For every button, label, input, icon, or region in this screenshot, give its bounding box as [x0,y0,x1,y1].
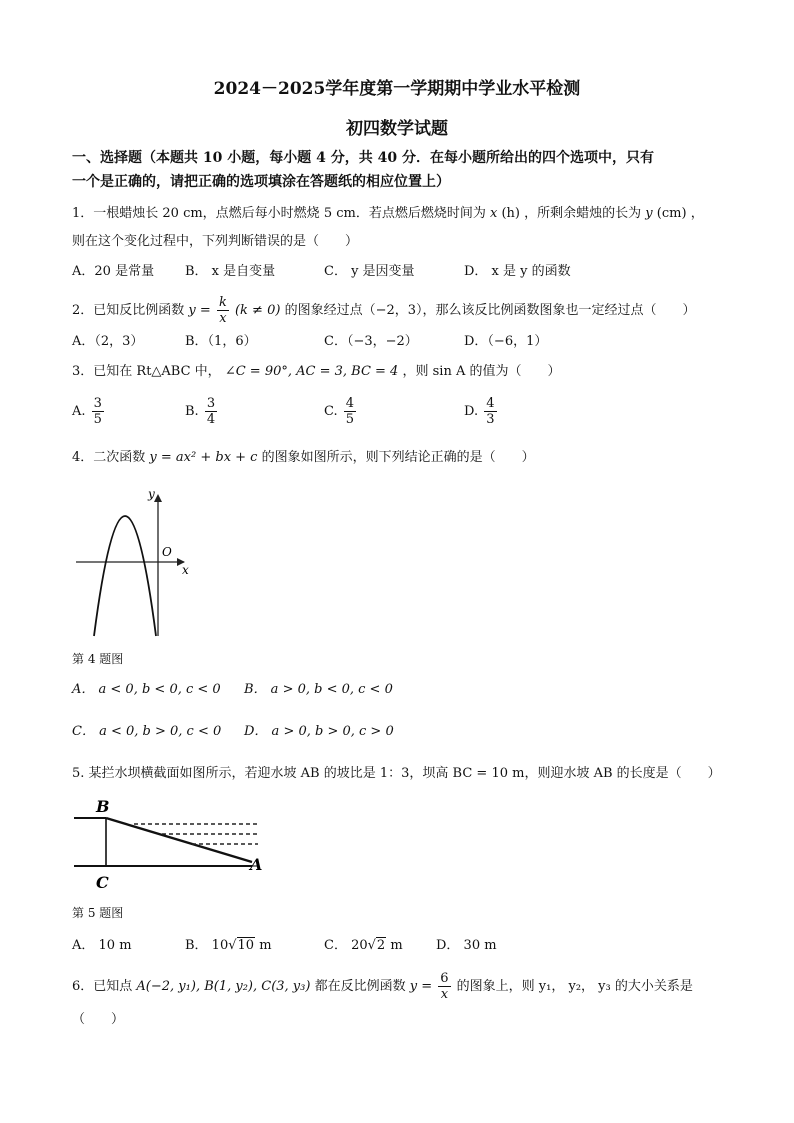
q5-text: 5. 某拦水坝横截面如图所示，若迎水坡 AB 的坡比是 1：3，坝高 BC = 10 m，则迎水坡 AB 的长度是（ ） [72,766,721,781]
q4-y-arrow-icon [154,494,162,502]
q3-text [72,362,560,382]
q2-frac-num: k [218,295,227,310]
q1-text-b: ，所剩余蜡烛的长为 [524,206,642,221]
q5-option-b-unit: m [255,938,272,953]
q4-option-c-text: C． a < 0, b > 0, c < 0 [72,724,222,739]
q3-option-c [324,396,358,427]
exam-title: 2024－2025学年度第一学期期中学业水平检测 [213,79,581,99]
q3-option-b-num: 3 [206,396,216,411]
q3-option-b-frac [205,396,217,427]
q1-option-a: A．20 是常量 [72,264,155,279]
q2-text-a: 2．已知反比例函数 [72,303,185,318]
q3-option-d-label: D. [464,404,479,419]
q4-origin-label: O [162,545,172,559]
q4-caption: 第 4 题图 [72,652,124,666]
q4-text-b: 的图象如图所示，则下列结论正确的是（ ） [261,450,535,465]
q6-frac-num: 6 [440,971,449,986]
q4-option-a-text: A． a < 0, b < 0, c < 0 [72,682,221,697]
q5-option-a: A． 10 m [72,938,132,953]
q5-label-c: C [96,873,109,892]
q6-text-a: 6．已知点 [72,979,133,994]
q3-option-c-den: 5 [345,412,355,427]
q4-text-a: 4．二次函数 [72,450,146,465]
q3-option-b-label: B. [185,404,199,419]
q1-var-y: y [645,206,653,221]
q3-option-b [185,396,219,427]
q5-option-c-radicand: 2 [376,938,386,953]
q4-option-a [72,680,221,700]
q4-option-b-text: B． a > 0, b < 0, c < 0 [244,682,393,697]
q2-option-a: A．（2，3） [72,334,144,349]
q2-option-c: C．（−3，−2） [324,334,418,349]
q5-option-b [185,936,272,956]
q3-option-a-frac [92,396,104,427]
q6-frac-den: x [440,987,449,1002]
q3-option-d-den: 3 [486,412,495,427]
q5-option-c [324,936,403,956]
q5-label-b: B [96,797,110,816]
q5-caption: 第 5 题图 [72,906,124,920]
q1-text [72,204,704,224]
q2-option-b: B．（1，6） [185,334,257,349]
section-heading-line1: 一、选择题（本题共 10 小题，每小题 4 分，共 40 分．在每小题所给出的四个选项中，只有 [72,150,654,166]
q4-text [72,448,535,468]
q3-option-d-frac [484,396,496,427]
q4-x-label: x [182,563,189,577]
q4-option-b [244,680,393,700]
q4-parabola-figure [72,486,196,638]
q5-option-b-radicand: 10 [237,938,255,953]
q1-option-b: B． x 是自变量 [185,264,276,279]
q5-dam-figure [72,796,272,896]
q1-option-c: C． y 是因变量 [324,264,415,279]
q1-text-a: 1．一根蜡烛长 20 cm，点燃后每小时燃烧 5 cm．若点燃后燃烧时间为 [72,206,486,221]
q4-parabola-curve [94,516,156,636]
q5-option-c-pre: C． 20 [324,938,368,953]
q2-frac-den: x [219,311,227,326]
q5-label-a: A [250,855,263,874]
q2-option-d: D．（−6，1） [464,334,548,349]
q4-option-d-text: D． a > 0, b > 0, c > 0 [244,724,394,739]
section-heading-line2: 一个是正确的，请把正确的选项填涂在答题纸的相应位置上） [72,174,450,190]
q5-option-b-sqrt-icon: √ [228,938,237,953]
q4-y-label: y [148,487,155,501]
q2-func-lhs: y = [188,303,211,318]
q3-option-c-label: C. [324,404,338,419]
q5-option-c-sqrt-icon: √ [367,938,376,953]
q3-condition: ∠C = 90°, AC = 3, BC = 4 [224,364,399,379]
q2-text [72,292,696,330]
q4-option-c [72,722,221,742]
q2-condition: (k ≠ 0) [234,303,281,318]
q4-function: y = ax² + bx + c [149,450,258,465]
q3-option-a-num: 3 [93,396,102,411]
q6-func-lhs: y = [409,979,433,994]
q6-text-b: 都在反比例函数 [314,979,406,994]
q3-option-d [464,396,499,427]
q6-text-c: 的图象上，则 y₁， y₂， y₃ 的大小关系是 [456,979,693,994]
q1-text-c: ， [690,206,704,221]
q5-option-d: D． 30 m [436,938,497,953]
q1-option-d: D． x 是 y 的函数 [464,264,571,279]
q2-fraction [217,295,229,326]
q1-unit-h: (h) [501,206,520,221]
q3-option-a-den: 5 [93,412,102,427]
q2-text-b: 的图象经过点（−2，3），那么该反比例函数图象也一定经过点（ ） [284,303,696,318]
q3-option-a [72,396,106,427]
q1-line2: 则在这个变化过程中，下列判断错误的是（ ） [72,234,359,249]
q6-fraction [438,971,450,1002]
exam-subtitle: 初四数学试题 [346,119,448,139]
q3-option-d-num: 4 [486,396,495,411]
q5-option-c-unit: m [386,938,403,953]
q3-option-c-num: 4 [345,396,355,411]
q5-option-b-pre: B． 10 [185,938,229,953]
q1-unit-cm: (cm) [656,206,687,221]
q1-var-x: x [489,206,498,221]
q3-option-a-label: A. [72,404,86,419]
q3-text-b: ，则 sin A 的值为（ ） [402,364,561,379]
q6-text [72,968,693,1006]
q6-points: A(−2, y₁), B(1, y₂), C(3, y₃) [136,979,311,994]
q3-text-a: 3．已知在 Rt△ABC 中， [72,364,221,379]
q4-option-d [244,722,394,742]
q6-line2: （ ） [72,1012,125,1027]
q3-option-c-frac [344,396,356,427]
q3-option-b-den: 4 [206,412,216,427]
